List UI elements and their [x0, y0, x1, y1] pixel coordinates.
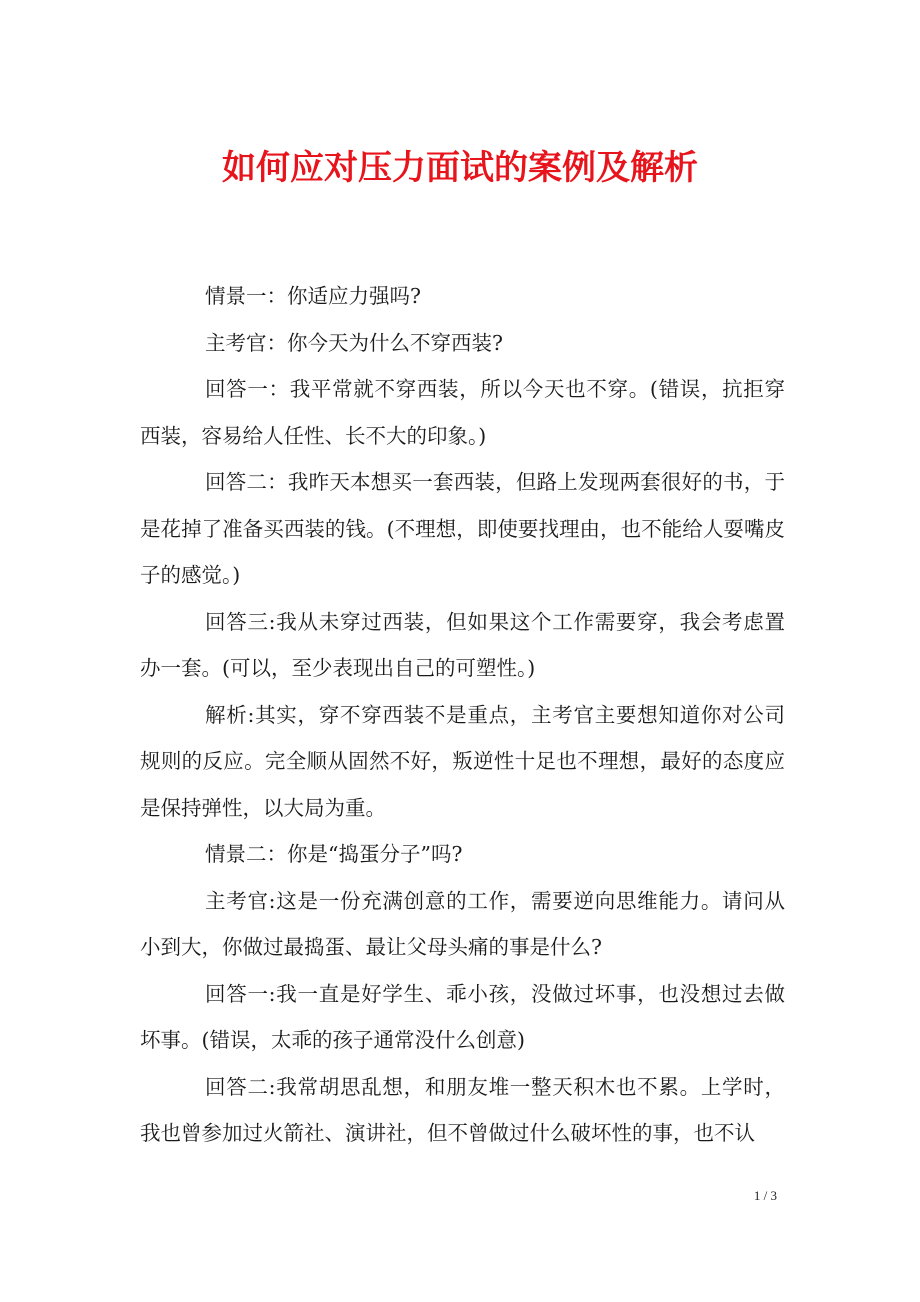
- paragraph: 回答一：我平常就不穿西装，所以今天也不穿。(错误，抗拒穿西装，容易给人任性、长不大的印象。): [140, 377, 785, 448]
- paragraph: 回答二：我昨天本想买一套西装，但路上发现两套很好的书，于是花掉了准备买西装的钱。(不理想，即使要找理由，也不能给人耍嘴皮子的感觉。): [140, 470, 785, 587]
- paragraph: 主考官：你今天为什么不穿西装?: [205, 330, 503, 355]
- paragraph: 回答二:我常胡思乱想，和朋友堆一整天积木也不累。上学时，我也曾参加过火箭社、演讲社，但不曾做过什么破坏性的事，也不认: [140, 1074, 785, 1145]
- paragraph: 主考官:这是一份充满创意的工作，需要逆向思维能力。请问从小到大，你做过最捣蛋、最让父母头痛的事是什么?: [140, 888, 785, 959]
- paragraph: 回答三:我从未穿过西装，但如果这个工作需要穿，我会考虑置办一套。(可以，至少表现出自己的可塑性。): [140, 609, 785, 680]
- page-number: 1 / 3: [753, 1188, 777, 1203]
- paragraph: 情景二：你是“捣蛋分子”吗?: [205, 842, 463, 866]
- paragraph: 情景一：你适应力强吗?: [205, 284, 421, 308]
- paragraph: 回答一:我一直是好学生、乖小孩，没做过坏事，也没想过去做坏事。(错误，太乖的孩子通常没什么创意): [140, 981, 785, 1052]
- document-body: [140, 273, 785, 1157]
- paragraph: 解析:其实，穿不穿西装不是重点，主考官主要想知道你对公司规则的反应。完全顺从固然不好，叛逆性十足也不理想，最好的态度应是保持弹性，以大局为重。: [140, 702, 785, 820]
- document-title: 如何应对压力面试的案例及解析: [222, 148, 698, 188]
